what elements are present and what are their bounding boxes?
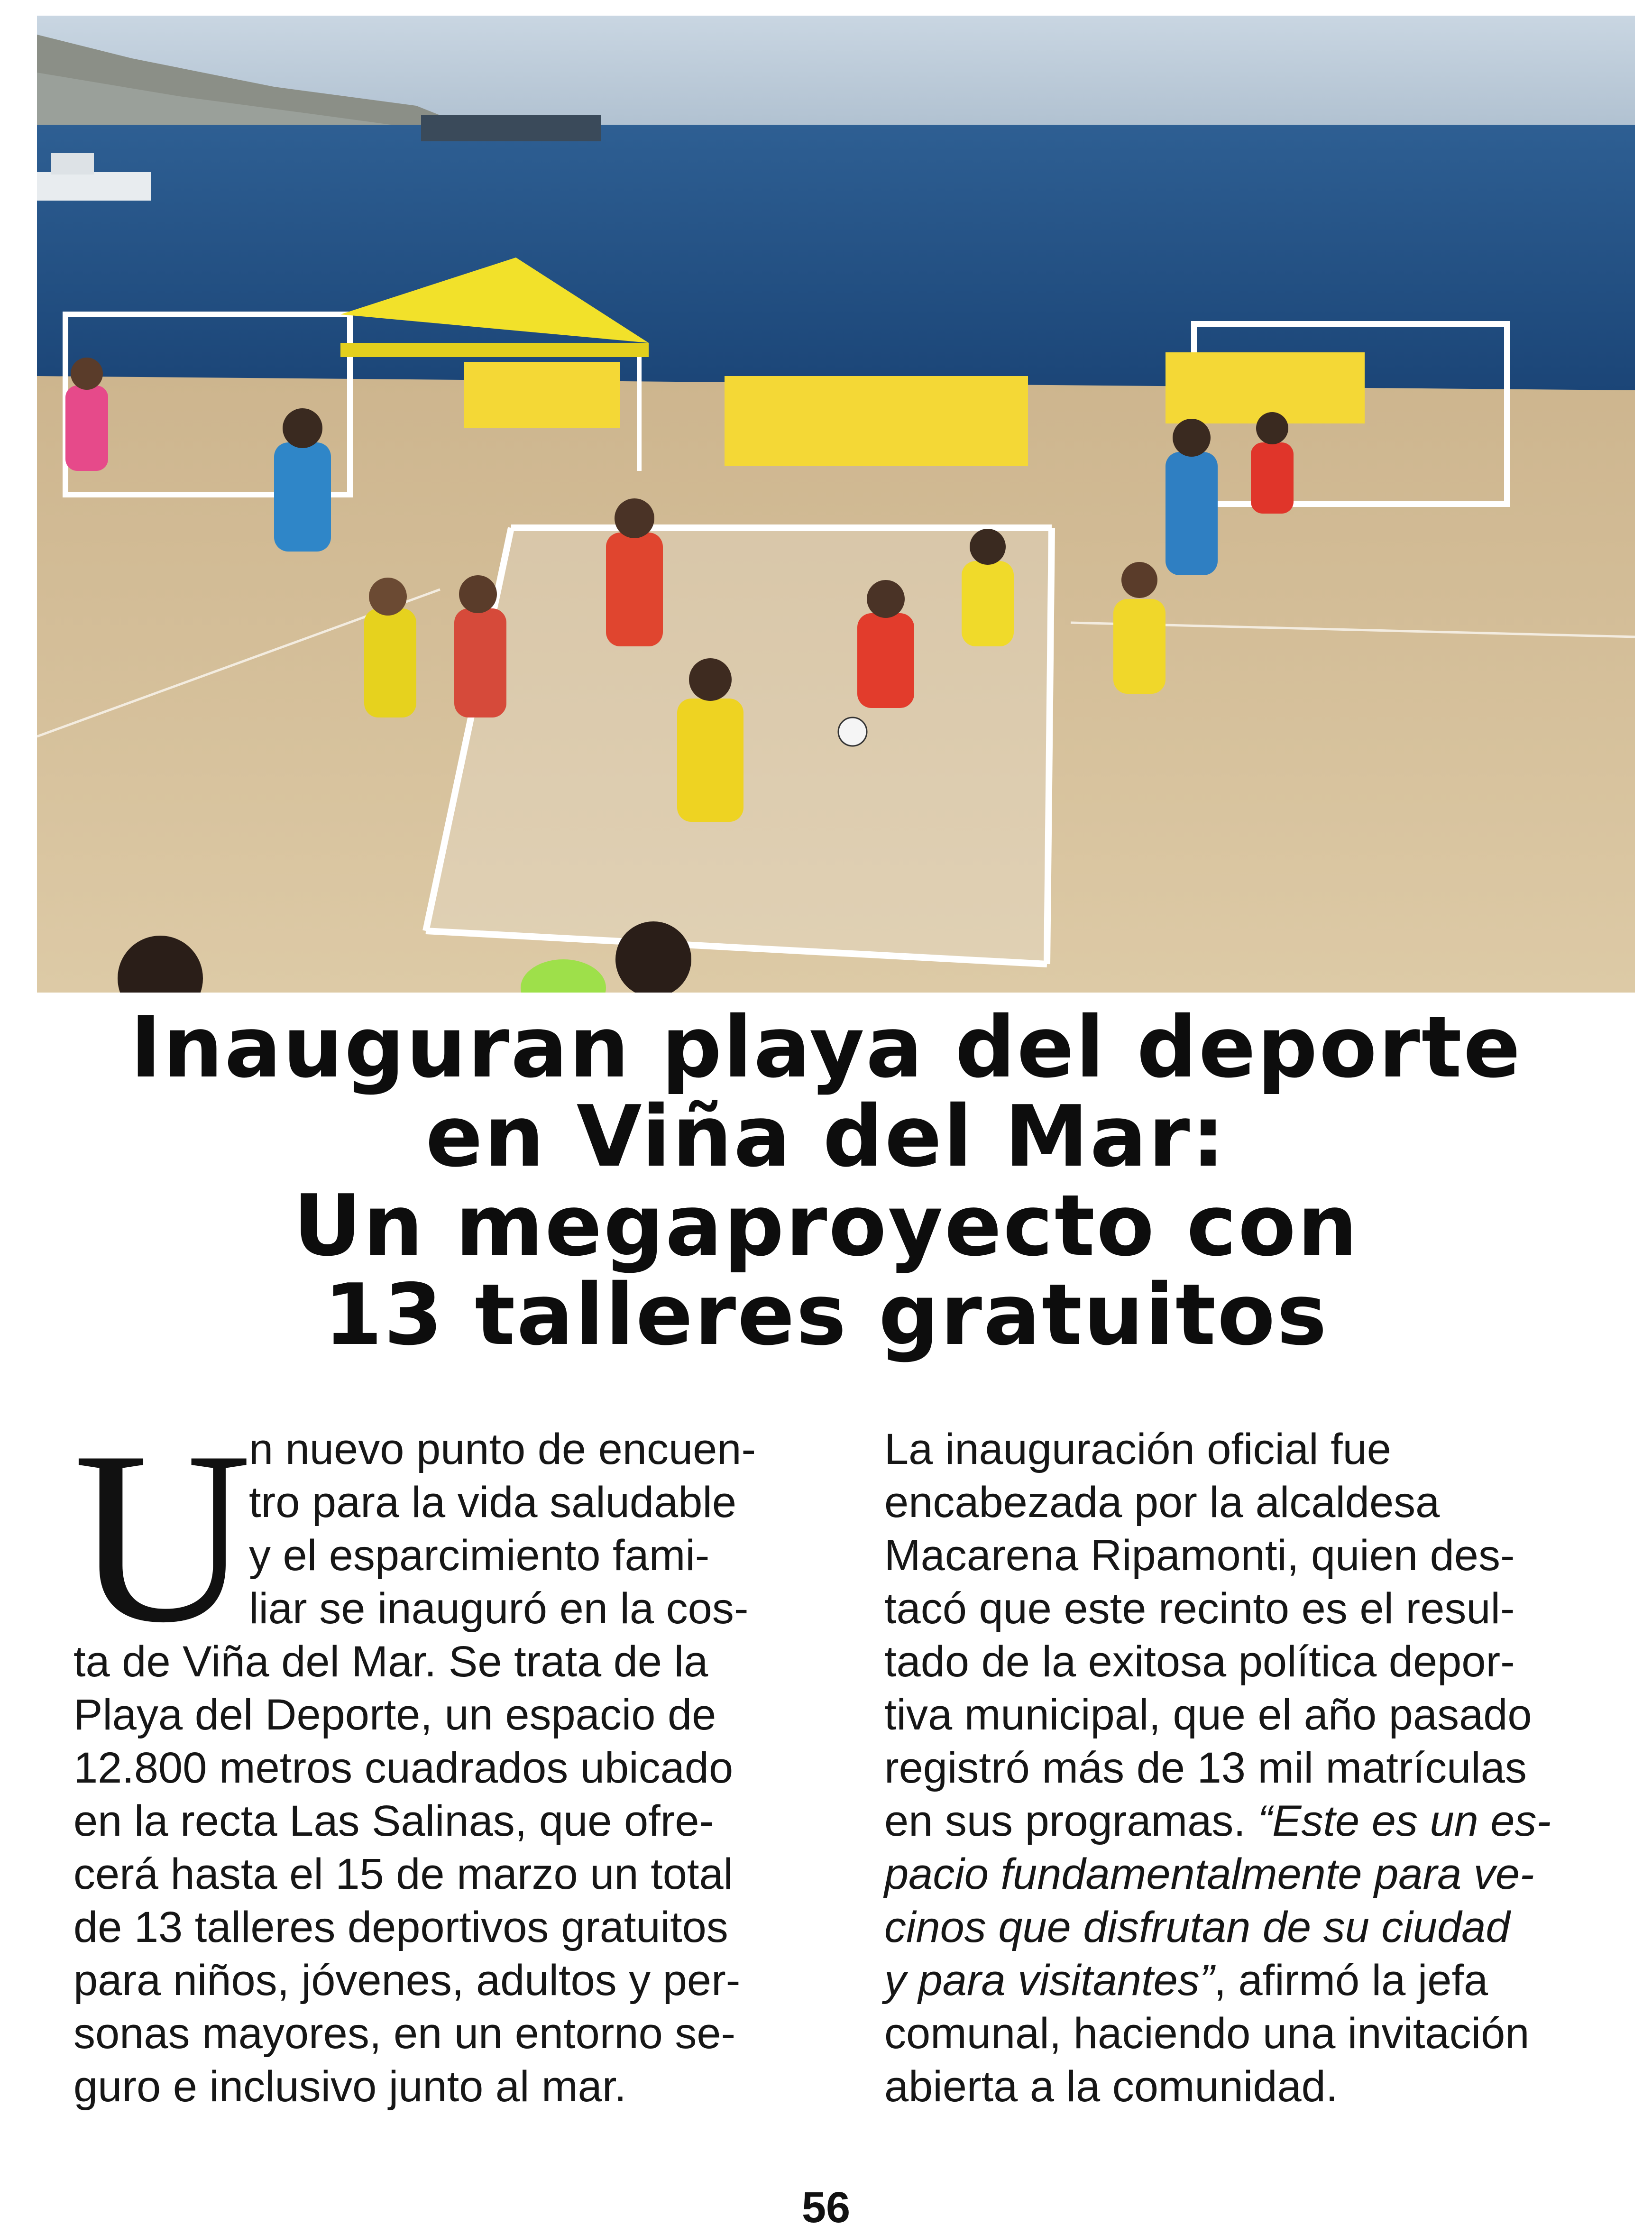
body-line: tiva municipal, que el año pasado — [884, 1691, 1532, 1739]
article-column-left — [73, 1401, 794, 2113]
body-line: ta de Viña del Mar. Se trata de la — [73, 1637, 708, 1686]
body-line: comunal, haciendo una invitación — [884, 2009, 1530, 2058]
body-line: sonas mayores, en un entorno se- — [73, 2009, 736, 2058]
headline — [57, 998, 1595, 1364]
article-column-right — [884, 1423, 1605, 2113]
body-line — [884, 1954, 1605, 2007]
drop-cap: U — [73, 1401, 252, 1674]
body-line — [884, 1794, 1605, 1848]
headline-line: Un megaproyecto con — [293, 1177, 1359, 1275]
headline-line: 13 talleres gratuitos — [323, 1266, 1329, 1364]
body-line: Macarena Ripamonti, quien des- — [884, 1531, 1515, 1580]
photo-illustration — [37, 16, 1635, 993]
quote-line: cinos que disfrutan de su ciudad — [884, 1903, 1510, 1951]
body-line: tado de la exitosa política depor- — [884, 1637, 1515, 1686]
body-line: de 13 talleres deportivos gratuitos — [73, 1903, 728, 1951]
quote-line: pacio fundamentalmente para ve- — [884, 1850, 1534, 1898]
body-line: cerá hasta el 15 de marzo un total — [73, 1850, 734, 1898]
body-line: n nuevo punto de encuen- — [249, 1425, 756, 1473]
body-line: encabezada por la alcaldesa — [884, 1478, 1440, 1527]
beach-sports-photo — [37, 16, 1635, 993]
body-text: en sus programas. — [884, 1797, 1258, 1845]
headline-line: Inauguran playa del deporte — [130, 998, 1522, 1096]
body-line: tacó que este recinto es el resul- — [884, 1584, 1515, 1633]
quote-text: “Este es un es- — [1257, 1797, 1551, 1845]
quote-text: y para visitantes” — [884, 1956, 1214, 2005]
headline-line: en Viña del Mar: — [425, 1087, 1227, 1186]
body-line: en la recta Las Salinas, que ofre- — [73, 1797, 714, 1845]
body-line: registró más de 13 mil matrículas — [884, 1744, 1527, 1792]
body-line: abierta a la comunidad. — [884, 2062, 1338, 2111]
body-line: tro para la vida saludable — [249, 1478, 736, 1527]
body-line: liar se inauguró en la cos- — [249, 1584, 749, 1633]
body-line: 12.800 metros cuadrados ubicado — [73, 1744, 734, 1792]
page-number: 56 — [801, 2183, 851, 2232]
body-line: para niños, jóvenes, adultos y per- — [73, 1956, 741, 2005]
body-line: y el esparcimiento fami- — [249, 1531, 710, 1580]
body-line: La inauguración oficial fue — [884, 1425, 1391, 1473]
body-line: guro e inclusivo junto al mar. — [73, 2062, 626, 2111]
body-line: Playa del Deporte, un espacio de — [73, 1691, 716, 1739]
body-text: , afirmó la jefa — [1214, 1956, 1488, 2005]
